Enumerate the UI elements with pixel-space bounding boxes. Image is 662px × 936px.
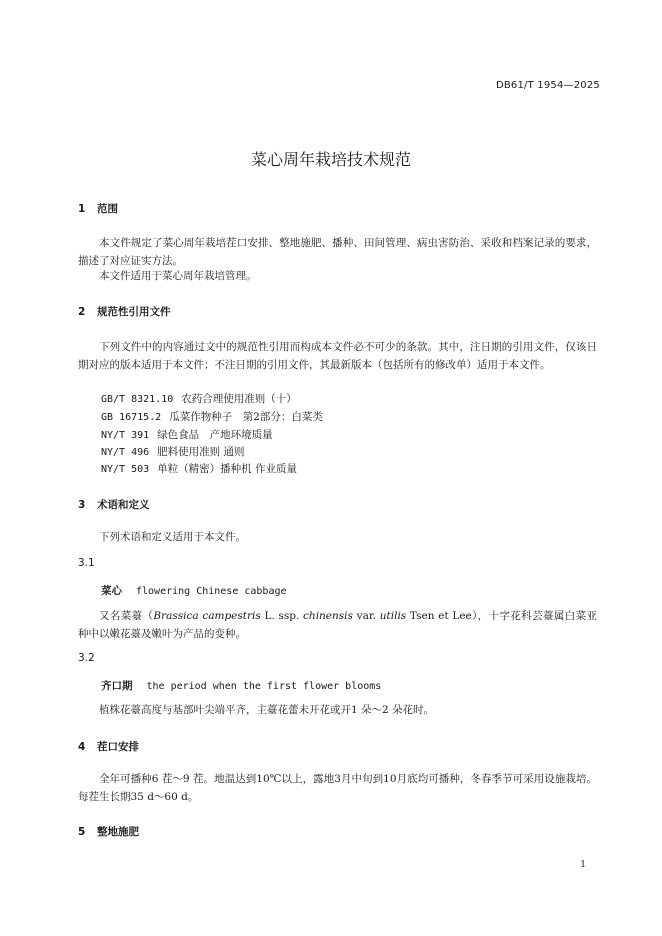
section-title: 术语和定义: [97, 499, 150, 511]
paragraph: 下列文件中的内容通过文中的规范性引用而构成本文件必不可少的条款。其中，注日期的引用文件，仅该日期对应的版本适用于本文件；不注日期的引用文件，其最新版本（包括所有的修改单）适用于本文件。: [78, 341, 597, 371]
document-title: 菜心周年栽培技术规范: [250, 150, 411, 169]
term-number: 3.2: [78, 652, 95, 664]
reference-item: [101, 409, 323, 424]
reference-item: [101, 444, 245, 459]
section-number: 1: [78, 203, 86, 215]
term-chinese: 齐口期: [101, 680, 133, 692]
section-title: 茬口安排: [97, 741, 139, 753]
section-4-heading: [78, 739, 139, 754]
latin-name: utilis: [379, 610, 407, 622]
term-english: the period when the first flower blooms: [146, 681, 382, 692]
reference-code: GB/T 8321.10: [101, 394, 174, 405]
reference-code: NY/T 496: [101, 447, 150, 458]
reference-item: [101, 427, 273, 442]
reference-name: 肥料使用准则 通则: [157, 446, 245, 458]
reference-item: [101, 461, 297, 476]
term-definition: 植株花薹高度与基部叶尖端平齐，主薹花蕾未开花或开1 朵～2 朵花时。: [99, 704, 435, 716]
reference-name: 农药合理使用准则（十）: [181, 393, 297, 405]
reference-name: 绿色食品 产地环境质量: [157, 429, 273, 441]
paragraph: 本文件适用于菜心周年栽培管理。: [99, 270, 257, 282]
section-1-heading: [78, 201, 118, 216]
reference-code: GB 16715.2: [101, 412, 162, 423]
section-title: 整地施肥: [97, 826, 139, 838]
term-chinese: 菜心: [101, 585, 122, 597]
section-3-heading: [78, 497, 150, 512]
reference-item: [101, 391, 297, 406]
section-number: 2: [78, 306, 86, 318]
reference-name: 瓜菜作物种子 第2部分：白菜类: [169, 411, 323, 423]
paragraph: 本文件规定了菜心周年栽培茬口安排、整地施肥、播种、田间管理、病虫害防治、采收和档案记录的要求，描述了对应证实方法。: [78, 237, 597, 267]
reference-code: NY/T 391: [101, 430, 150, 441]
term-english: flowering Chinese cabbage: [136, 586, 287, 597]
section-2-heading: [78, 304, 171, 319]
term-entry: [101, 583, 287, 598]
section-title: 范围: [97, 203, 118, 215]
section-number: 5: [78, 826, 86, 838]
term-entry: [101, 678, 381, 693]
page-number: 1: [580, 860, 586, 870]
reference-name: 单粒（精密）播种机 作业质量: [157, 463, 298, 475]
term-number: 3.1: [78, 557, 95, 569]
term-definition: 又名菜薹（Brassica campestris L. ssp. chinensis var. utilis Tsen et Lee），十字花科芸薹属白菜亚种中以嫩花薹及嫩叶为产品的变种。: [78, 610, 598, 640]
reference-code: NY/T 503: [101, 464, 150, 475]
standard-code: DB61/T 1954—2025: [495, 80, 600, 91]
paragraph: 全年可播种6 茬～9 茬。地温达到10℃以上，露地3月中旬到10月底均可播种，冬春季节可采用设施栽培。每茬生长期35 d～60 d。: [78, 773, 597, 803]
section-number: 4: [78, 741, 86, 753]
section-number: 3: [78, 499, 86, 511]
latin-name: Brassica campestris: [153, 610, 261, 622]
section-title: 规范性引用文件: [97, 306, 171, 318]
section-5-heading: [78, 824, 139, 839]
latin-name: chinensis: [303, 610, 353, 622]
paragraph: 下列术语和定义适用于本文件。: [99, 531, 246, 543]
